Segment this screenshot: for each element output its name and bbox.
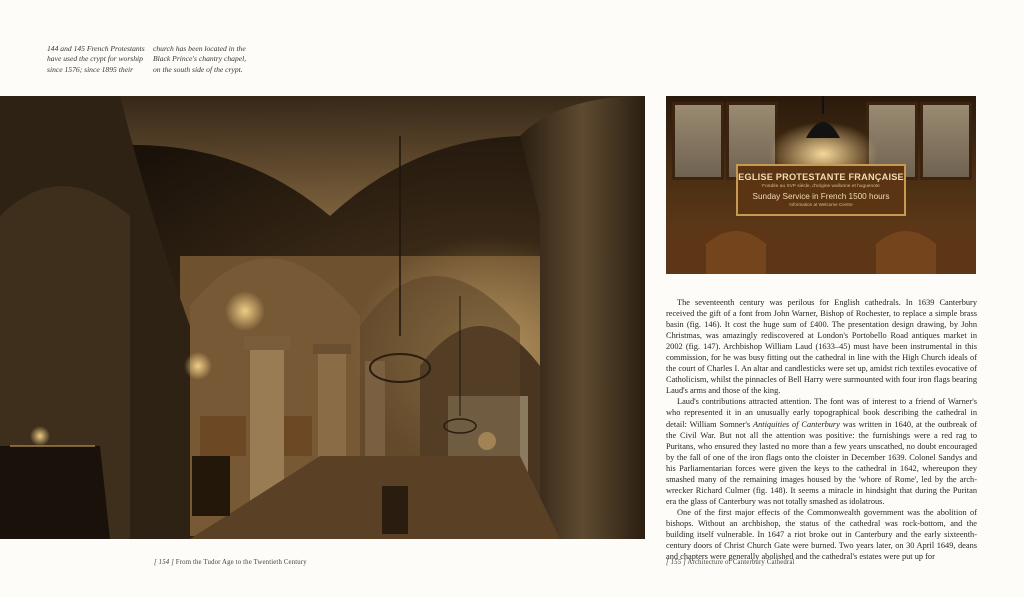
paragraph: One of the first major effects of the Commonwealth government was the abolition of bishops. Without an archbishop, the status of the cathedral was rock-bottom, and the building itself vulnerable. In 1647 a riot broke out in Canterbury and the early sixteenth-century doors of Christ Church Gate were burned. Two years later, on 30 April 1649, deans and chapters were generally abolished and the cathedral's estates were put up for xyxy=(666,507,977,562)
caption-right: church has been located in the Black Prince's chantry chapel, on the south side of the crypt. xyxy=(153,44,247,74)
book-title: Antiquities of Canterbury xyxy=(753,419,840,429)
paragraph-text: Laud's contributions attracted attention. The font was of interest to a friend of Warner's who represented it in an unusually early topographical book describing the cathedral in detail: William Somner's xyxy=(666,397,977,429)
plaque-service: Sunday Service in French 1500 hours xyxy=(752,192,890,201)
paragraph xyxy=(666,396,977,506)
crypt-photograph xyxy=(0,96,645,539)
paragraph-text: was written in 1640, at the outbreak of the Civil War. But not all the attention was positive: the furnishings were a red rag to Puritans, who ensured they lasted no more than a few years unscathed, no doubt encouraged by the fall of one of the iron flags onto the cloister in December 1639. Colonel Sandys and his Parliamentarian forces were given the keys to the cathedral in 1642, whereupon they smashed many of the remaining images housed by the 'whore of Rome', led by the arch-wrecker Richard Culmer (fig. 148). It seems a miracle in hindsight that during the Puritan era the glass of Canterbury was not totally smashed as idolatrous. xyxy=(666,419,977,506)
body-text xyxy=(666,297,977,562)
church-plaque xyxy=(736,164,906,216)
plaque-photograph xyxy=(666,96,976,274)
footer-right xyxy=(666,559,795,566)
running-title: From the Tudor Age to the Twentieth Century xyxy=(175,559,307,566)
plaque-info: Information at Welcome Centre xyxy=(789,202,853,207)
paragraph: The seventeenth century was perilous for English cathedrals. In 1639 Canterbury received the gift of a font from John Warner, Bishop of Rochester, to replace a simple brass basin (fig. 146). It cost the huge sum of £400. The presentation design drawing, by John Christmas, was amazingly rediscovered at London's Portobello Road antiques market in 2002 (fig. 147). Archbishop William Laud (1633–45) must have been instrumental in this commission, for he was busy fitting out the cathedral in line with the High Church ideals of the court of Charles I. An altar and candlesticks were set up, amidst rich textiles evocative of Catholicism, whilst the pinnacles of Bell Harry were surmounted with four iron flags bearing Laud's arms and those of the king. xyxy=(666,298,977,396)
plaque-title: EGLISE PROTESTANTE FRANÇAISE xyxy=(738,172,904,182)
running-title: Architecture of Canterbury Cathedral xyxy=(687,559,795,566)
caption-left: 144 and 145 French Protestants have used the crypt for worship since 1576; since 1895 their xyxy=(47,44,145,74)
footer-left xyxy=(154,559,307,566)
page-number: [ 154 ] xyxy=(154,559,174,566)
plaque-subtitle: Fondée au XVIᵉ siècle, d'origine wallonne et huguenote xyxy=(762,184,880,189)
page-number: [ 155 ] xyxy=(666,559,686,566)
